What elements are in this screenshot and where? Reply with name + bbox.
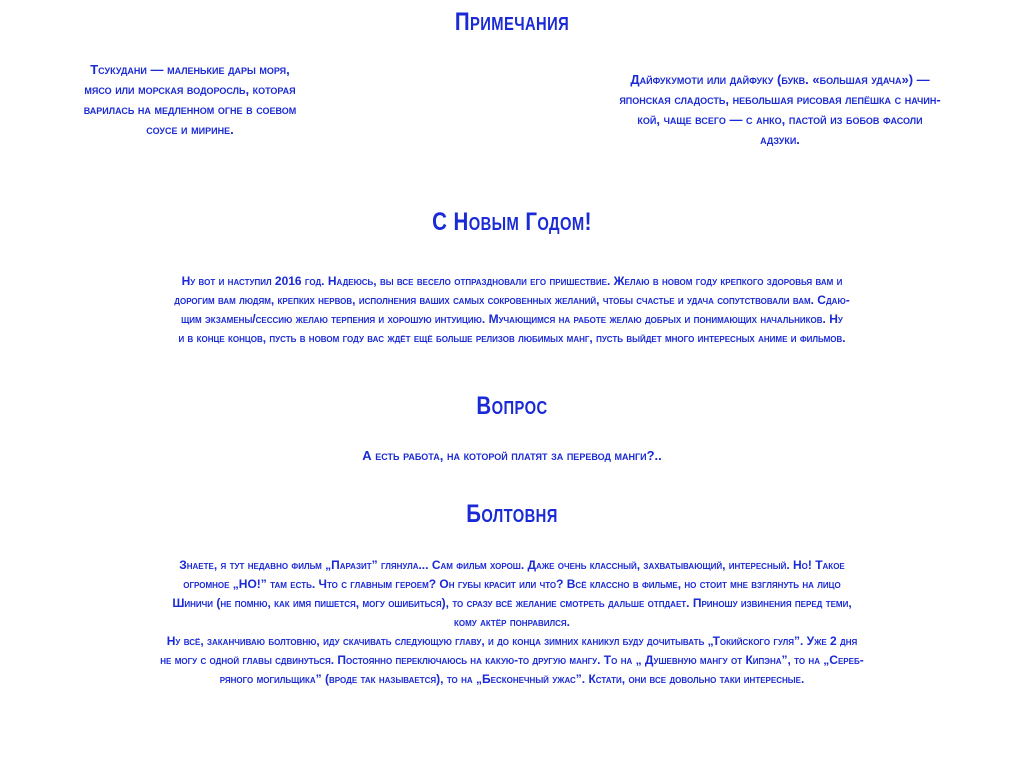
note-line: Дайфукумоти или дайфуку (букв. «большая удача») —	[630, 72, 930, 87]
paragraph-line: ряного могильщика” (вроде так называется), то на „Бесконечный ужас”. Кстати, они все довольно таки интересные.	[219, 672, 805, 686]
question-heading: Вопрос	[476, 392, 548, 420]
note-daifukumochi	[560, 70, 1000, 150]
note-line: кой, чаще всего — с анко, пастой из бобов фасоли	[637, 112, 923, 127]
paragraph-line: А есть работа, на которой платят за перевод манги?..	[362, 448, 662, 463]
paragraph-line: Ну вот и наступил 2016 год. Надеюсь, вы все весело отпраздновали его пришествие. Желаю в новом году крепкого здоровья вам и	[181, 274, 843, 288]
paragraph-line: Ну всё, заканчиваю болтовню, иду скачивать следующую главу, и до конца зимних каникул буду дочитывать „Токийского гуля”. Уже 2 дня	[166, 634, 858, 648]
note-line: варилась на медленном огне в соевом	[83, 102, 297, 117]
paragraph-line: Знаете, я тут недавно фильм „Паразит” глянула... Сам фильм хорош. Даже очень классный, захватывающий, интересный. Но! Такое	[179, 558, 845, 572]
paragraph-line: кому актёр понравился.	[453, 615, 570, 629]
chatter-heading: Болтовня	[466, 500, 558, 528]
question-text	[212, 446, 812, 466]
paragraph-line: и в конце концов, пусть в новом году вас ждёт ещё больше релизов любимых манг, пусть выйдет много интересных аниме и фильмов.	[178, 331, 846, 345]
new-year-heading: С Новым Годом!	[432, 208, 592, 236]
new-year-paragraph	[62, 272, 962, 348]
note-tsukudani	[40, 60, 340, 140]
notes-heading: Примечания	[454, 8, 570, 36]
note-line: мясо или морская водоросль, которая	[84, 82, 296, 97]
note-line: Тсукудани — маленькие дары моря,	[90, 62, 290, 77]
note-line: адзуки.	[760, 132, 800, 147]
chatter-paragraph	[32, 556, 992, 689]
paragraph-line: огромное „НО!” там есть. Что с главным героем? Он губы красит или что? Всё классно в фильме, но стоит мне взглянуть на лицо	[183, 577, 841, 591]
note-line: соусе и мирине.	[146, 122, 234, 137]
paragraph-line: Шиничи (не помню, как имя пишется, могу ошибиться), то сразу всё желание смотреть дальше отпдает. Приношу извинения перед теми,	[172, 596, 852, 610]
note-line: японская сладость, небольшая рисовая лепёшка с начин-	[619, 92, 941, 107]
paragraph-line: щим экзамены/сессию желаю терпения и хорошую интуицию. Мучающимся на работе желаю добрых и понимающих начальников. Ну	[181, 312, 843, 326]
paragraph-line: не могу с одной главы сдвинуться. Постоянно переключаюсь на какую-то другую мангу. То на „ Душевную мангу от Кипэна”, то на „Сереб-	[160, 653, 864, 667]
paragraph-line: дорогим вам людям, крепких нервов, исполнения ваших самых сокровенных желаний, чтобы счастье и удача сопутствовали вам. Сдаю-	[174, 293, 850, 307]
